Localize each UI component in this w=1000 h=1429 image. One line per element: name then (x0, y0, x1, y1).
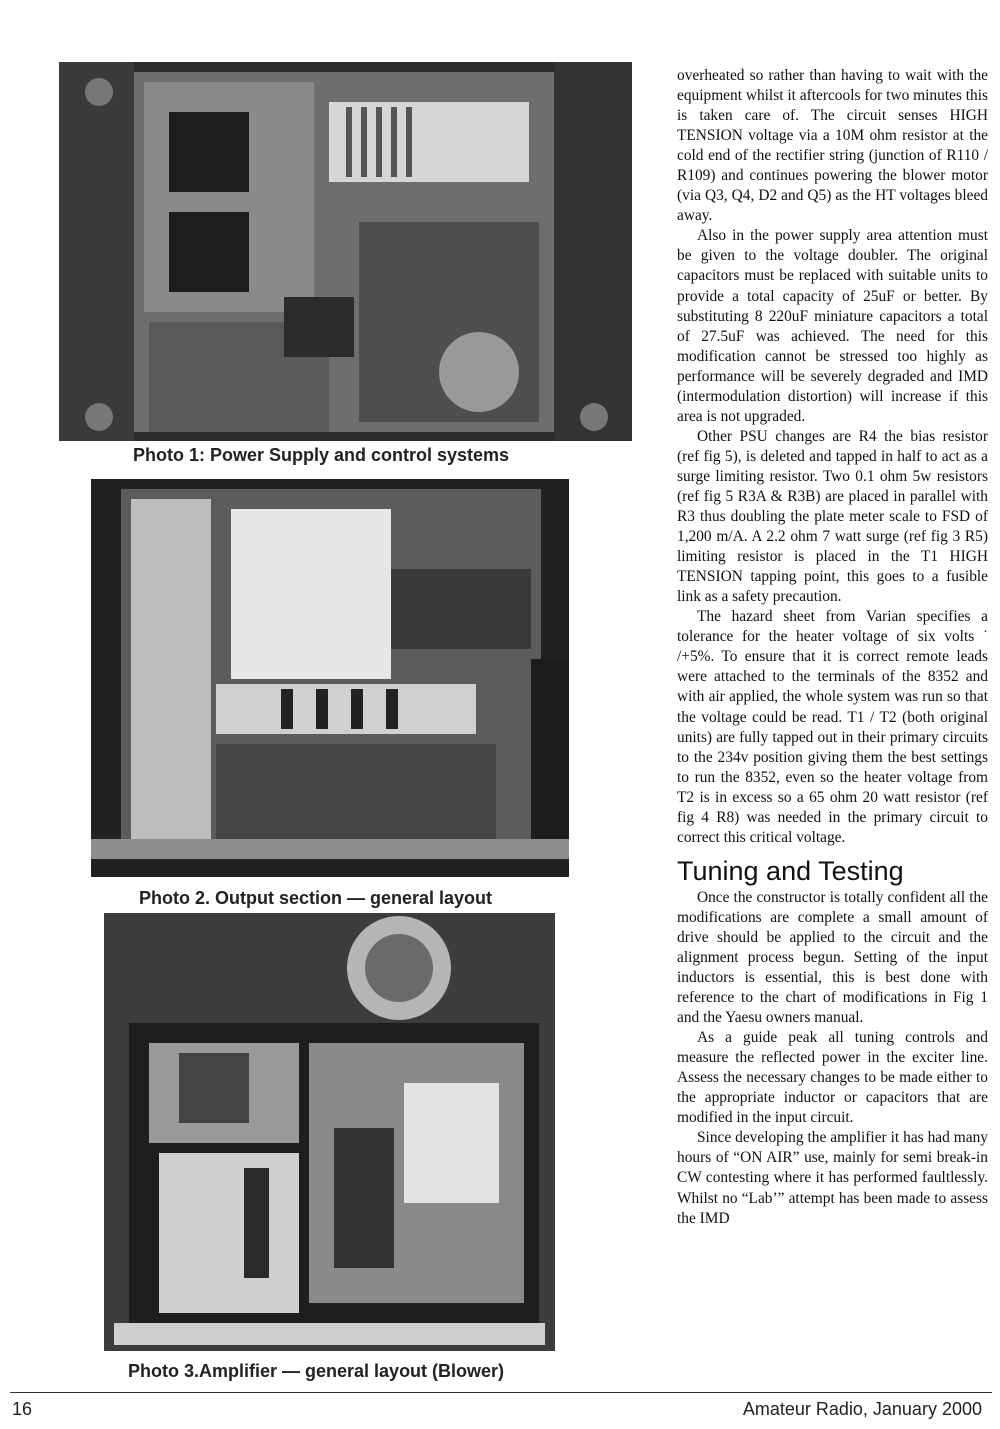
photo-power-supply (59, 62, 632, 441)
paragraph: Since developing the amplifier it has had many hours of “ON AIR” use, mainly for semi break-in CW contesting where it has performed faultlessly. Whilst no “Lab’” attempt has been made to assess the IMD (677, 1129, 988, 1227)
photo-amplifier-blower (104, 913, 555, 1351)
page-number: 16 (12, 1399, 33, 1419)
photo-3-caption: Photo 3.Amplifier — general layout (Blower) (128, 1361, 505, 1381)
publication-footer: Amateur Radio, January 2000 (742, 1399, 982, 1419)
article-column (677, 66, 988, 1229)
paragraph: Also in the power supply area attention must be given to the voltage doubler. The original capacitors must be replaced with suitable units to provide a total capacity of 25uF or better. By substituting 8 220uF miniature capacitors a total of 27.5uF was achieved. The need for this modification cannot be stressed too highly as performance will be severely degraded and IMD (intermodulation distortion) will increase if this area is not upgraded. (677, 227, 988, 425)
photo-2-caption: Photo 2. Output section — general layout (139, 888, 493, 908)
photo-output-section (91, 479, 569, 877)
paragraph: Other PSU changes are R4 the bias resistor (ref fig 5), is deleted and tapped in half to act as a surge limiting resistor. Two 0.1 ohm 5w resistors (ref fig 5 R3A & R3B) are placed in parallel with R3 thus doubling the plate meter scale to FSD of 1,200 m/A. A 2.2 ohm 7 watt surge (ref fig 3 R5) limiting resistor is placed in the T1 HIGH TENSION tapping point, this goes to a fusible link as a safety precaution. (677, 427, 988, 606)
section-heading: Tuning and Testing (677, 855, 904, 886)
photo-1-caption: Photo 1: Power Supply and control systems (133, 445, 510, 465)
paragraph: The hazard sheet from Varian specifies a tolerance for the heater voltage of six volts ˙ /+5%. To ensure that it is correct remote leads were attached to the terminals of the 8352 and with air applied, the whole system was run so that the voltage could be read. T1 / T2 (both original units) are fully tapped out in their primary circuits to the 234v position giving them the best settings to run the 8352, even so the heater voltage from T2 is in excess so a 65 ohm 20 watt resistor (ref fig 4 R8) was needed in the primary circuit to correct this critical voltage. (677, 608, 988, 846)
paragraph: As a guide peak all tuning controls and measure the reflected power in the exciter line. Assess the necessary changes to be made either to the appropriate inductor or capacitors that are modified in the input circuit. (677, 1029, 988, 1127)
footer-divider (10, 1392, 992, 1393)
paragraph: overheated so rather than having to wait with the equipment whilst it aftercools for two minutes this is taken care of. The circuit senses HIGH TENSION voltage via a 10M ohm resistor at the cold end of the rectifier string (junction of R110 / R109) and continues powering the blower motor (via Q3, Q4, D2 and Q5) as the HT voltages bleed away. (677, 67, 988, 225)
paragraph: Once the constructor is totally confident all the modifications are complete a small amount of drive should be applied to the circuit and the alignment process begun. Setting of the input inductors is essential, this is best done with reference to the chart of modifications in Fig 1 and the Yaesu owners manual. (677, 888, 988, 1027)
